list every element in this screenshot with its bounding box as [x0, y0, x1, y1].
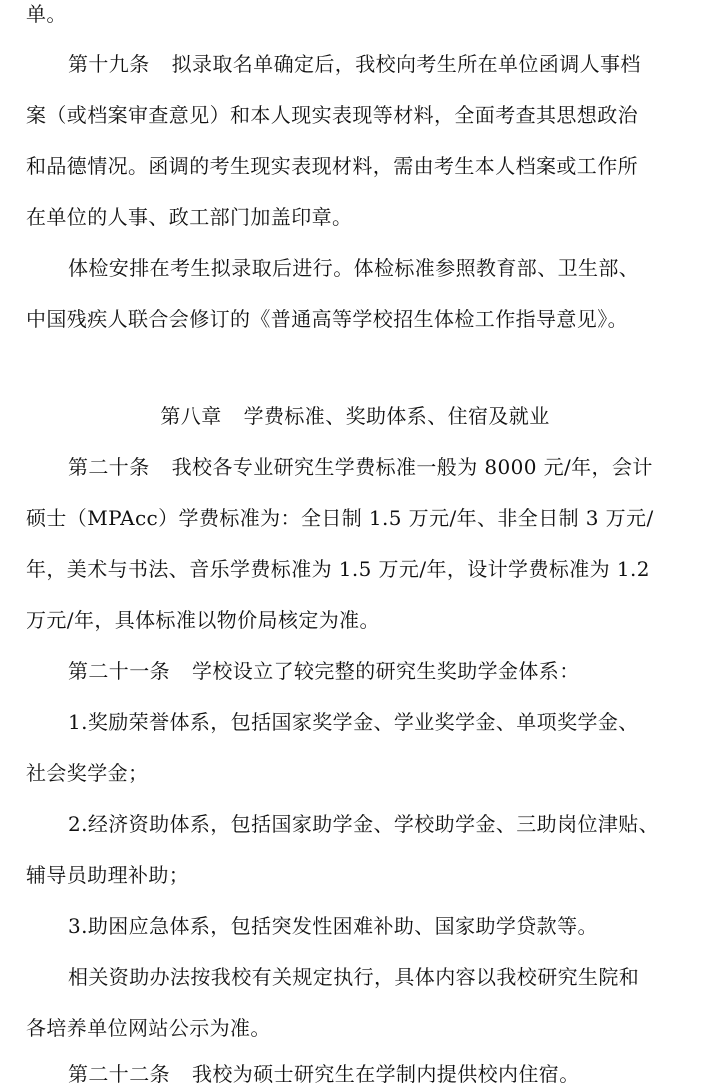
text-line — [26, 152, 638, 180]
text-line — [26, 759, 148, 787]
line-text: 学校设立了较完整的研究生奖助学金体系： — [192, 659, 580, 683]
article-20-label: 第二十条 — [68, 455, 150, 479]
text-line — [26, 1014, 271, 1042]
line-text: 我校各专业研究生学费标准一般为 8000 元/年，会计 — [171, 455, 653, 479]
text-line — [26, 305, 628, 333]
list-item-1 — [68, 708, 639, 736]
text-line — [26, 555, 650, 583]
line-text: 案（或档案审查意见）和本人现实表现等材料，全面考查其思想政治 — [26, 103, 638, 127]
line-text: 3.助困应急体系，包括突发性困难补助、国家助学贷款等。 — [68, 914, 598, 938]
article-20-line-1 — [68, 453, 653, 481]
line-text: 体检安排在考生拟录取后进行。体检标准参照教育部、卫生部、 — [68, 256, 640, 280]
line-text: 在单位的人事、政工部门加盖印章。 — [26, 205, 353, 229]
line-text: 和品德情况。函调的考生现实表现材料，需由考生本人档案或工作所 — [26, 154, 638, 178]
text-line — [26, 606, 380, 634]
text-line — [26, 101, 638, 129]
chapter-title: 学费标准、奖助体系、住宿及就业 — [243, 404, 550, 428]
article-21-line-1 — [68, 657, 580, 685]
line-text: 各培养单位网站公示为准。 — [26, 1016, 271, 1040]
text-line — [68, 963, 639, 991]
line-text: 我校为硕士研究生在学制内提供校内住宿。 — [192, 1062, 580, 1086]
line-text: 相关资助办法按我校有关规定执行，具体内容以我校研究生院和 — [68, 965, 640, 989]
article-21-label: 第二十一条 — [68, 659, 170, 683]
article-22-line-1 — [68, 1060, 580, 1088]
list-item-2 — [68, 810, 659, 838]
text-line — [26, 203, 352, 231]
text-line — [26, 861, 189, 889]
line-text: 拟录取名单确定后，我校向考生所在单位函调人事档 — [171, 52, 641, 76]
line-text: 中国残疾人联合会修订的《普通高等学校招生体检工作指导意见》。 — [26, 307, 628, 331]
list-item-3 — [68, 912, 598, 940]
text-line — [26, 504, 654, 532]
line-text: 年，美术与书法、音乐学费标准为 1.5 万元/年，设计学费标准为 1.2 — [26, 557, 650, 581]
text-line — [68, 254, 639, 282]
line-text: 辅导员助理补助； — [26, 863, 190, 887]
line-text: 1.奖励荣誉体系，包括国家奖学金、学业奖学金、单项奖学金、 — [68, 710, 639, 734]
line-text: 2.经济资助体系，包括国家助学金、学校助学金、三助岗位津贴、 — [68, 812, 660, 836]
text-line — [26, 0, 67, 28]
article-22-label: 第二十二条 — [68, 1062, 170, 1086]
line-text: 单。 — [26, 2, 67, 26]
line-text: 万元/年，具体标准以物价局核定为准。 — [26, 608, 380, 632]
article-19-line-1 — [68, 50, 641, 78]
line-text: 硕士（MPAcc）学费标准为：全日制 1.5 万元/年、非全日制 3 万元/ — [26, 506, 654, 530]
chapter-number: 第八章 — [160, 404, 222, 428]
article-19-label: 第十九条 — [68, 52, 150, 76]
line-text: 社会奖学金； — [26, 761, 149, 785]
chapter-8-heading — [0, 402, 710, 430]
